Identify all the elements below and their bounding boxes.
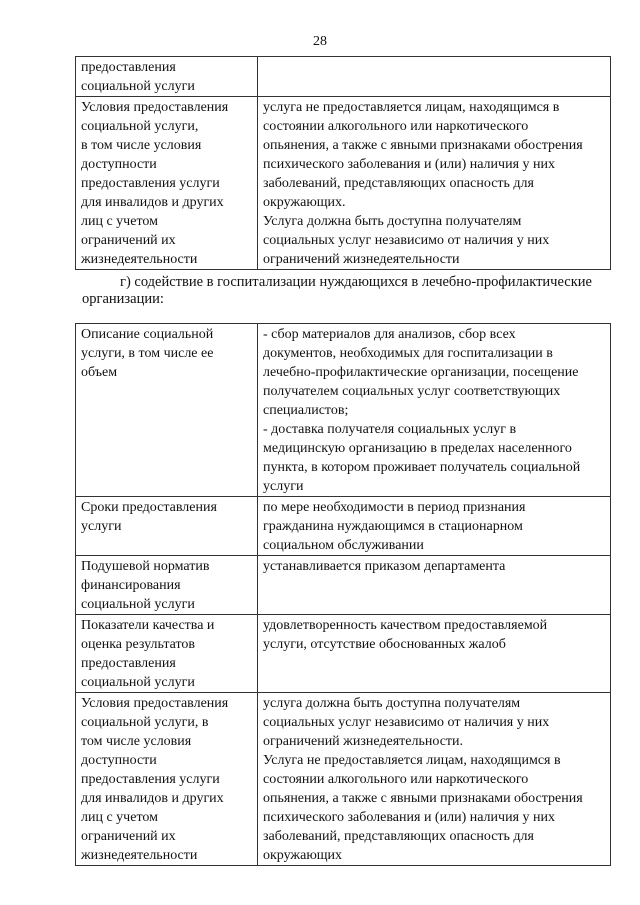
page-number: 28 <box>313 34 327 49</box>
row-value: удовлетворенность качеством предоставляемой услуги, отсутствие обоснованных жалоб <box>258 615 611 693</box>
table-row <box>76 693 611 866</box>
table-row <box>76 324 611 497</box>
row-label: предоставления социальной услуги <box>76 57 258 97</box>
table-row <box>76 556 611 615</box>
table-row <box>76 615 611 693</box>
row-label: Условия предоставления социальной услуги, в том числе условия доступности предоставления услуги для инвалидов и других лиц с учетом ограничений их жизнедеятельности <box>76 693 258 866</box>
row-value <box>258 57 611 97</box>
row-value: устанавливается приказом департамента <box>258 556 611 615</box>
section-heading: г) содействие в госпитализации нуждающихся в лечебно-профилактические организации: <box>82 274 592 307</box>
row-value: по мере необходимости в период признания гражданина нуждающимся в стационарном социальном обслуживании <box>258 497 611 556</box>
row-label: Подушевой норматив финансирования социальной услуги <box>76 556 258 615</box>
row-label: Сроки предоставления услуги <box>76 497 258 556</box>
row-label: Описание социальной услуги, в том числе ее объем <box>76 324 258 497</box>
service-table-hospitalization <box>75 323 611 866</box>
row-value: - сбор материалов для анализов, сбор всех документов, необходимых для госпитализации в лечебно-профилактические организации, посещение получателем социальных услуг соответствующих специалистов; - доставка получателя социальных услуг в медицинскую организацию в пределах населенного пункта, в котором проживает получатель социальной услуги <box>258 324 611 497</box>
service-table-continued <box>75 56 611 270</box>
row-value: услуга должна быть доступна получателям социальных услуг независимо от наличия у них ограничений жизнедеятельности. Услуга не предоставляется лицам, находящимся в состоянии алкогольного или наркотического опьянения, а также с явными признаками обострения психического заболевания и (или) наличия у них заболеваний, представляющих опасность для окружающих <box>258 693 611 866</box>
row-label: Показатели качества и оценка результатов предоставления социальной услуги <box>76 615 258 693</box>
row-label: Условия предоставления социальной услуги, в том числе условия доступности предоставления услуги для инвалидов и других лиц с учетом ограничений их жизнедеятельности <box>76 97 258 270</box>
table-row <box>76 497 611 556</box>
row-value: услуга не предоставляется лицам, находящимся в состоянии алкогольного или наркотического опьянения, а также с явными признаками обострения психического заболевания и (или) наличия у них заболеваний, представляющих опасность для окружающих. Услуга должна быть доступна получателям социальных услуг независимо от наличия у них ограничений жизнедеятельности <box>258 97 611 270</box>
table-row <box>76 57 611 97</box>
table-row <box>76 97 611 270</box>
